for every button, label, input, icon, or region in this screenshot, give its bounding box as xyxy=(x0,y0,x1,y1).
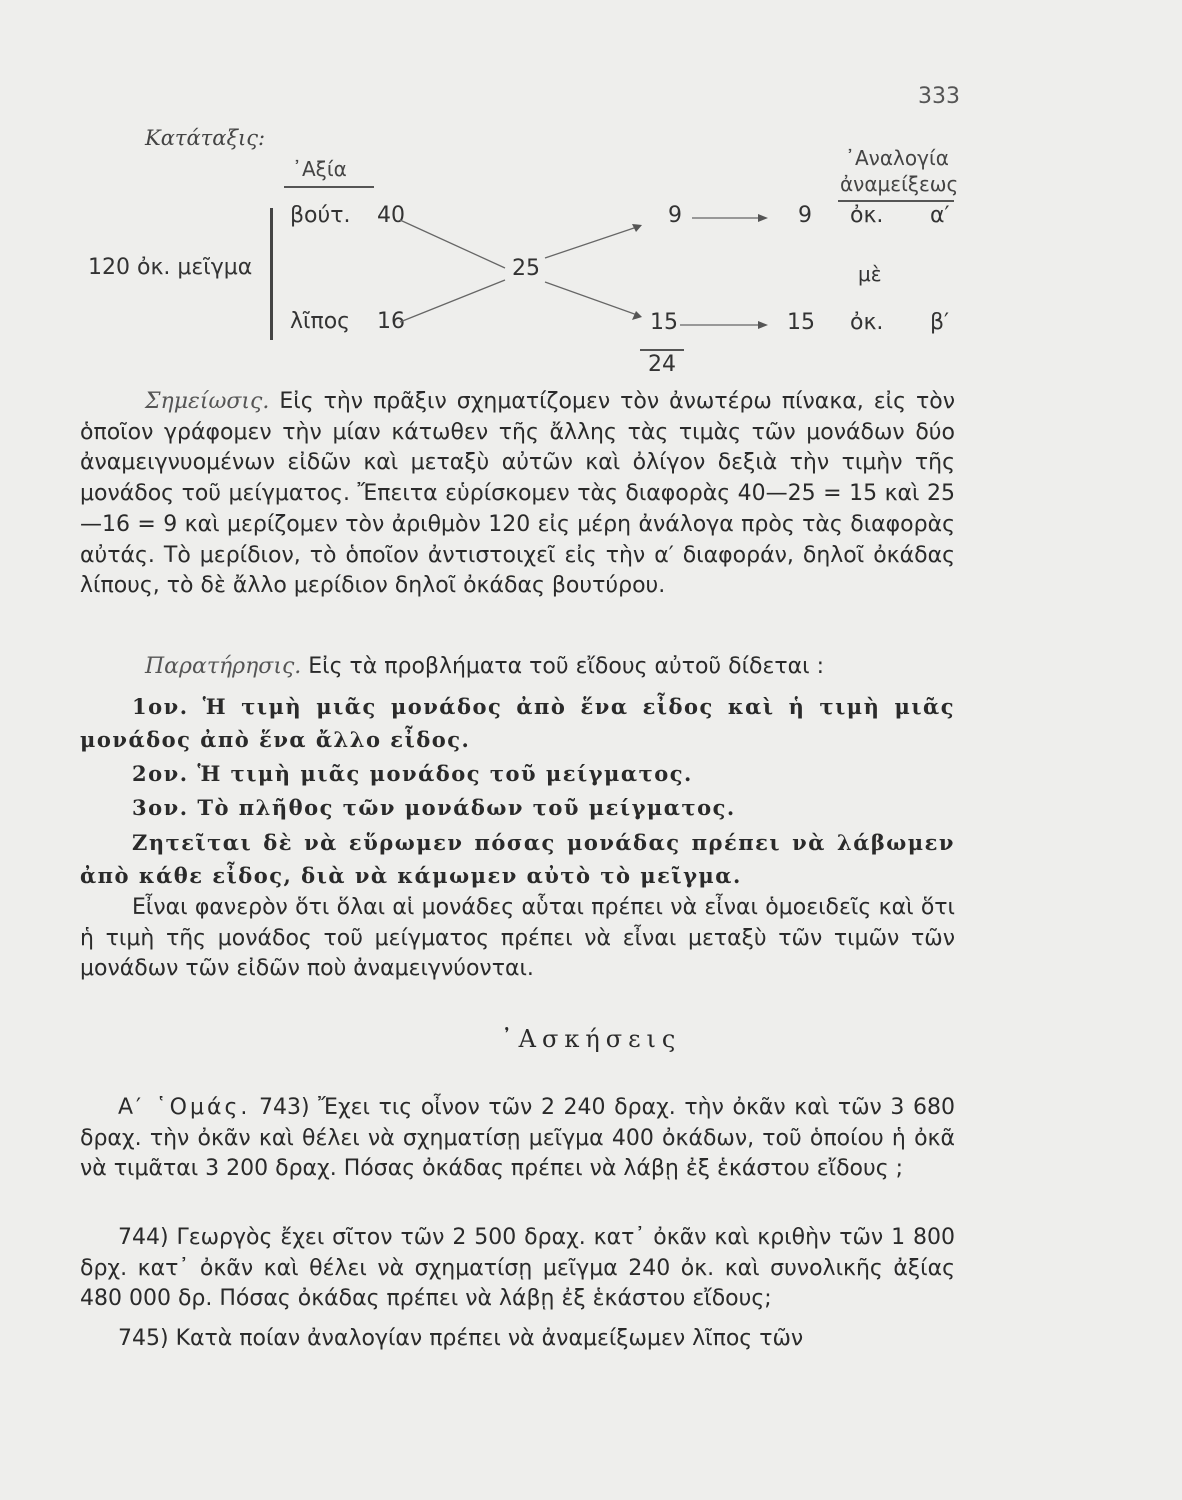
note-text: Εἰς τὴν πρᾶξιν σχηματίζομεν τὸν ἀνωτέρω πίνακα, εἰς τὸν ὁποῖον γράφομεν τὴν μίαν κάτωθεν τῆς ἄλλης τὰς τιμὰς τῶν μονάδων δύο ἀναμειγνυομένων εἰδῶν καὶ μεταξὺ αὐτῶν καὶ ὀλίγον δεξιὰ τὴν τιμὴν τῆς μονάδος τοῦ μείγματος. Ἔπειτα εὑρίσκομεν τὰς διαφορὰς 40—25 = 15 καὶ 25—16 = 9 καὶ μερίζομεν τὸν ἀριθμὸν 120 εἰς μέρη ἀνάλογα πρὸς τὰς διαφορὰς αὐτάς. Τὸ μερίδιον, τὸ ὁποῖον ἀντιστοιχεῖ εἰς τὴν α′ διαφοράν, δηλοῖ ὀκάδας λίπους, τὸ δὲ ἄλλο μερίδιον δηλοῖ ὀκάδας βουτύρου. xyxy=(80,389,955,599)
given-item-2-text: Ἡ τιμὴ μιᾶς μονάδος τοῦ μείγματος. xyxy=(197,761,693,786)
diff-top-mark: α′ xyxy=(930,203,950,228)
exercise-743-text: 743) Ἔχει τις οἶνον τῶν 2 240 δραχ. τὴν ὀκᾶν καὶ τῶν 3 680 δραχ. τὴν ὀκᾶν καὶ θέλει νὰ σχηματίσῃ μεῖγμα 400 ὀκάδων, τοῦ ὁποίου ἡ ὀκᾶ νὰ τιμᾶται 3 200 δραχ. Πόσας ὀκάδας πρέπει νὰ λάβῃ ἐξ ἑκάστου εἴδους ; xyxy=(80,1095,955,1182)
cross-line xyxy=(545,226,640,258)
diff-bottom-unit: ὀκ. xyxy=(850,310,884,335)
exercise-group-label: Α′ ῾Ομάς. xyxy=(118,1095,251,1120)
exercise-744: 744) Γεωργὸς ἔχει σῖτον τῶν 2 500 δραχ. κατ᾿ ὀκᾶν καὶ κριθὴν τῶν 1 800 δρχ. κατ᾿ ὀκᾶν καὶ θέλει νὰ σχηματίσῃ μεῖγμα 240 ὀκ. καὶ συνολικῆς ἀξίας 480 000 δρ. Πόσας ὀκάδας πρέπει νὰ λάβῃ ἐξ ἑκάστου εἴδους; xyxy=(80,1225,955,1312)
given-item-1-text: Ἡ τιμὴ μιᾶς μονάδος ἀπὸ ἕνα εἶδος καὶ ἡ τιμὴ μιᾶς μονάδος ἀπὸ ἕνα ἄλλο εἶδος. xyxy=(80,694,955,752)
diff-bottom: 15 xyxy=(650,310,678,335)
mean-value: 25 xyxy=(512,256,540,281)
arrow-head xyxy=(758,214,768,222)
diff-top: 9 xyxy=(668,203,682,228)
note-paragraph xyxy=(80,387,955,602)
cross-diagram xyxy=(0,0,1182,400)
arrow-head xyxy=(758,321,768,329)
page-number: 333 xyxy=(918,84,960,109)
item1-name: βούτ. xyxy=(290,203,351,228)
table-title: Κατάταξις: xyxy=(145,126,266,150)
given-item-1 xyxy=(80,690,955,756)
given-item-1-num: 1ον. xyxy=(132,694,189,719)
cross-line xyxy=(400,220,505,268)
diff-top-unit: ὀκ. xyxy=(850,203,884,228)
diff-bottom-mark: β′ xyxy=(930,310,950,335)
remark-paragraph xyxy=(80,652,955,683)
item2-name: λῖπος xyxy=(290,309,351,334)
diff-sum: 24 xyxy=(648,352,676,377)
exercises-heading: ᾿Ασκήσεις xyxy=(500,1025,682,1053)
given-item-2-num: 2ον. xyxy=(132,761,189,786)
given-item-2 xyxy=(80,759,955,790)
closing-paragraph: Εἶναι φανερὸν ὅτι ὅλαι αἱ μονάδες αὗται πρέπει νὰ εἶναι ὁμοειδεῖς καὶ ὅτι ἡ τιμὴ τῆς μονάδος τοῦ μείγματος πρέπει νὰ εἶναι μεταξὺ τῶν τιμῶν τῶν μονάδων τῶν εἰδῶν ποὺ ἀναμειγνύονται. xyxy=(80,895,955,982)
note-label: Σημείωσις. xyxy=(145,389,270,414)
diff-top-ratio: 9 xyxy=(798,203,812,228)
cross-line xyxy=(400,280,505,322)
arrow-head xyxy=(632,311,642,320)
remark-text: Εἰς τὰ προβλήματα τοῦ εἴδους αὐτοῦ δίδεται : xyxy=(301,654,824,679)
diff-bottom-ratio: 15 xyxy=(787,310,815,335)
given-item-3 xyxy=(80,793,955,824)
item2-value: 16 xyxy=(377,309,405,334)
remark-label: Παρατήρησις. xyxy=(145,654,302,679)
ratio-column-header-line1: ᾿Αναλογία xyxy=(845,146,949,170)
mixture-label: 120 ὀκ. μεῖγμα xyxy=(88,255,253,280)
value-column-header: ᾿Αξία xyxy=(292,157,347,181)
exercise-745: 745) Κατὰ ποίαν ἀναλογίαν πρέπει νὰ ἀναμείξωμεν λῖπος τῶν xyxy=(118,1326,804,1351)
ratio-column-header-line2: ἀναμείξεως xyxy=(840,172,959,196)
exercise-743 xyxy=(80,1093,955,1185)
given-item-3-num: 3ον. xyxy=(132,795,189,820)
given-item-3-text: Τὸ πλῆθος τῶν μονάδων τοῦ μείγματος. xyxy=(197,795,736,820)
sought-paragraph: Ζητεῖται δὲ νὰ εὕρωμεν πόσας μονάδας πρέπει νὰ λάβωμεν ἀπὸ κάθε εἶδος, διὰ νὰ κάμωμεν αὐτὸ τὸ μεῖγμα. xyxy=(80,830,955,888)
item1-value: 40 xyxy=(377,203,405,228)
cross-line xyxy=(545,282,640,316)
middle-word: μὲ xyxy=(858,262,882,286)
